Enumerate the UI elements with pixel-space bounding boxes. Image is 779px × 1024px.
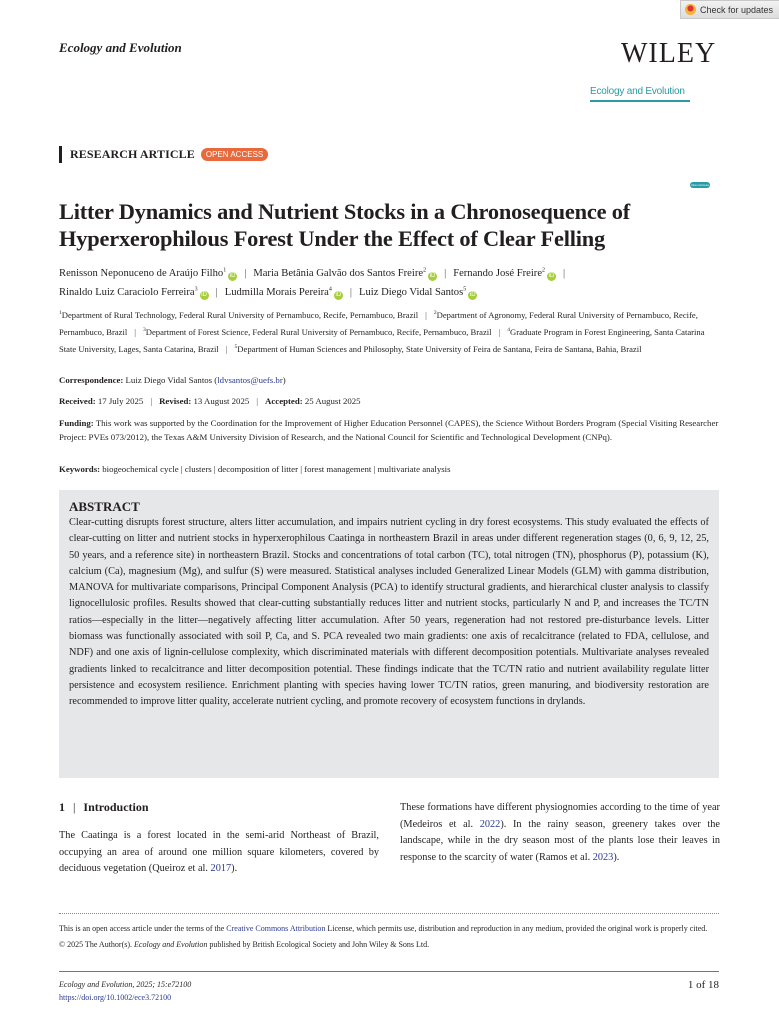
author-list: Renisson Neponuceno de Araújo Filho$^1$iD | Maria Betânia Galvão dos Santos Freire$^2$iD | Fernando José Freire$^2$iD | Rinaldo Luiz Caraciolo Ferreira$^3$iD | Ludmilla Morais Pereira$^4$iD | Luiz Diego Vidal Santos$^5$iD bbox=[59, 267, 566, 299]
article-dates: Received: 17 July 2025 | Revised: 13 August 2025 | Accepted: 25 August 2025 bbox=[59, 396, 361, 406]
affiliation: Department of Agronomy, Federal Rural University of Pernambuco, Recife, Pernambuco, Brazil bbox=[59, 309, 698, 337]
section-heading-introduction: 1 | Introduction bbox=[59, 800, 149, 814]
article-type bbox=[59, 146, 268, 163]
funding: Funding: This work was supported by the Coordination for the Improvement of Higher Education Personnel (CAPES), the Science Without Borders Program (Special Visiting Researcher Project: PVEs 073/2012), the Texas A&M University Division of Research, and the National Council for Scientific and Technological Development (CNPq). bbox=[59, 418, 719, 442]
accepted-date: 25 August 2025 bbox=[304, 396, 361, 406]
orcid-icon[interactable]: iD bbox=[548, 272, 555, 279]
orcid-icon[interactable]: iD bbox=[335, 292, 342, 299]
article-type-bar bbox=[59, 146, 62, 163]
correspondence-email-link[interactable]: ldvsantos@uefs.br bbox=[217, 375, 283, 385]
intro-paragraph-right: These formations have different physiognomies according to the time of year (Medeiros et al. 2022). In the rainy season, greenery takes over the landscape, while in the dry season most of the plants lose their leaves in response to the scarcity of water (Ramos et al. 2023). bbox=[400, 802, 720, 863]
page-number: 1 of 18 bbox=[687, 979, 719, 991]
abstract-heading: ABSTRACT bbox=[69, 499, 140, 514]
author: Maria Betânia Galvão dos Santos Freire$^2$iD bbox=[253, 267, 436, 279]
journal-citation: Ecology and Evolution, 2025; 15:e72100 bbox=[59, 980, 192, 989]
author: Ludmilla Morais Pereira$^4$iD bbox=[224, 286, 342, 299]
author: Rinaldo Luiz Caraciolo Ferreira$^3$iD bbox=[59, 286, 207, 299]
citation-link[interactable]: 2017 bbox=[210, 863, 232, 874]
journal-name: Ecology and Evolution bbox=[59, 40, 182, 55]
footer-divider bbox=[59, 971, 719, 972]
affiliation: Department of Human Sciences and Philosophy, State University of Feira de Santana, Feira de Santana, Bahia, Brazil bbox=[237, 343, 642, 354]
abstract-text: Clear-cutting disrupts forest structure, alters litter accumulation, and impairs nutrient cycling in dry forest ecosystems. This study evaluated the effects of clear-cutting on litter and nutrient stocks in hyperxerophilous Caatinga in northeastern Brazil in areas under different regeneration stages (0, 6, 9, 12, 25, 50 years, and a reference site) in northeastern Brazil. Stocks and concentrations of total carbon (TC), total nitrogen (TN), phosphorus (P), potassium (K), calcium (Ca), magnesium (Mg), and sulfur (S) were measured. Statistical analyses included Generalized Linear Models (GLM) with gamma distribution, MANOVA for multivariate comparisons, Principal Component Analysis (PCA) to identify structural gradients, and hierarchical cluster analysis to classify lignocellulosic profiles. Results showed that clear-cutting substantially reduces litter and nutrient stocks, particularly N and P, and increases the TC/TN ratios—especially in the litter—negatively affecting litter accumulation. After 50 years, regeneration had not restored pre-disturbance levels. Litter biomass was functionally associated with soil P, Ca, and S. PCA revealed two main gradients: one axis of recalcitrance (related to FDA, cellulose, and NDF) and one axis of lignin-cellulose complexity, which discriminated materials with different decomposition potentials. Multivariate analyses revealed gradients linked to recalcitrance and litter decomposition potential. These findings indicate that the TC/TN ratio and nutrient availability regulate litter persistence and ecosystem resilience. Enrichment planting with species having lower TC/TN ratios, green manuring, and biodiversity restoration are recommended to improve litter quality, accelerate nutrient cycling, and promote recovery of ecosystem functions in drylands. bbox=[69, 517, 709, 708]
citation-link[interactable]: 2023 bbox=[592, 851, 614, 863]
affiliation: Graduate Program in Forest Engineering, Santa Catarina State University, Lages, Santa Catarina, Brazil bbox=[59, 326, 705, 354]
abstract-box bbox=[59, 490, 719, 778]
orcid-icon[interactable]: iD bbox=[429, 272, 436, 279]
intro-paragraph-left: The Caatinga is a forest located in the semi-arid Northeast of Brazil, occupying an area of around one million square kilometers, covered by deciduous vegetation (Queiroz et al. 2017). bbox=[59, 830, 379, 874]
author: Renisson Neponuceno de Araújo Filho$^1$iD bbox=[59, 267, 236, 279]
doi-link[interactable]: https://doi.org/10.1002/ece3.72100 bbox=[59, 993, 172, 1002]
orcid-icon[interactable]: iD bbox=[229, 272, 236, 279]
received-date: 17 July 2025 bbox=[97, 396, 144, 406]
crossmark-icon bbox=[685, 4, 696, 15]
creative-commons-link[interactable]: Creative Commons Attribution bbox=[226, 924, 326, 933]
revised-date: 13 August 2025 bbox=[193, 396, 250, 406]
author: Fernando José Freire$^2$iD bbox=[453, 267, 555, 279]
article-type-label: RESEARCH ARTICLE bbox=[70, 147, 195, 161]
footer-citation bbox=[59, 978, 191, 1004]
orcid-icon[interactable]: iD bbox=[201, 292, 207, 299]
article-title: Litter Dynamics and Nutrient Stocks in a Chronosequence of Hyperxerophilous Forest Under the Effect of Clear Felling bbox=[59, 199, 630, 251]
orcid-icon[interactable]: iD bbox=[469, 292, 476, 299]
check-for-updates-label: Check for updates bbox=[700, 4, 774, 15]
license-notice: This is an open access article under the terms of the Creative Commons Attribution License, which permits use, distribution and reproduction in any medium, provided the original work is properly cited. © 2025 The Author(s). Ecology and Evolution published by British Ecological Society and John Wiley & Sons Ltd. bbox=[59, 922, 719, 952]
journal-logo bbox=[590, 86, 720, 187]
affiliation: Department of Rural Technology, Federal Rural University of Pernambuco, Recife, Pernambuco, Brazil bbox=[61, 309, 419, 320]
journal-logo-open-access-pill: Open Access bbox=[691, 183, 709, 187]
affiliation: Department of Forest Science, Federal Rural University of Pernambuco, Recife, Pernambuco, Brazil bbox=[145, 326, 492, 337]
affiliations: $^1$Department of Rural Technology, Federal Rural University of Pernambuco, Recife, Pernambuco, Brazil | $^2$Department of Agronomy, Federal Rural University of Pernambuco, Recife, Pernambuco, Brazil | $^3$Department of Forest Science, Federal Rural University of Pernambuco, Recife, Pernambuco, Brazil | $^4$Graduate Program in Forest Engineering, Santa Catarina State University, Lages, Santa Catarina, Brazil | $^5$Department of Human Sciences and Philosophy, State University of Feira de Santana, Feira de Santana, Bahia, Brazil bbox=[59, 309, 705, 354]
author: Luiz Diego Vidal Santos$^5$iD bbox=[359, 286, 476, 299]
copyright-line: © 2025 The Author(s). Ecology and Evolution published by British Ecological Society and John Wiley & Sons Ltd. bbox=[59, 940, 430, 949]
journal-logo-bar bbox=[590, 100, 690, 102]
open-access-badge: OPEN ACCESS bbox=[201, 148, 268, 161]
footer-divider-dotted bbox=[59, 913, 719, 914]
publisher-logo: WILEY bbox=[621, 38, 717, 69]
citation-link[interactable]: 2022 bbox=[479, 818, 501, 830]
correspondence: Correspondence: Luiz Diego Vidal Santos (ldvsantos@uefs.br) bbox=[59, 375, 286, 385]
keywords: Keywords: biogeochemical cycle | clusters | decomposition of litter | forest management | multivariate analysis bbox=[59, 464, 451, 474]
journal-logo-text: Ecology and Evolution bbox=[590, 86, 685, 97]
check-for-updates-button[interactable] bbox=[680, 0, 779, 19]
